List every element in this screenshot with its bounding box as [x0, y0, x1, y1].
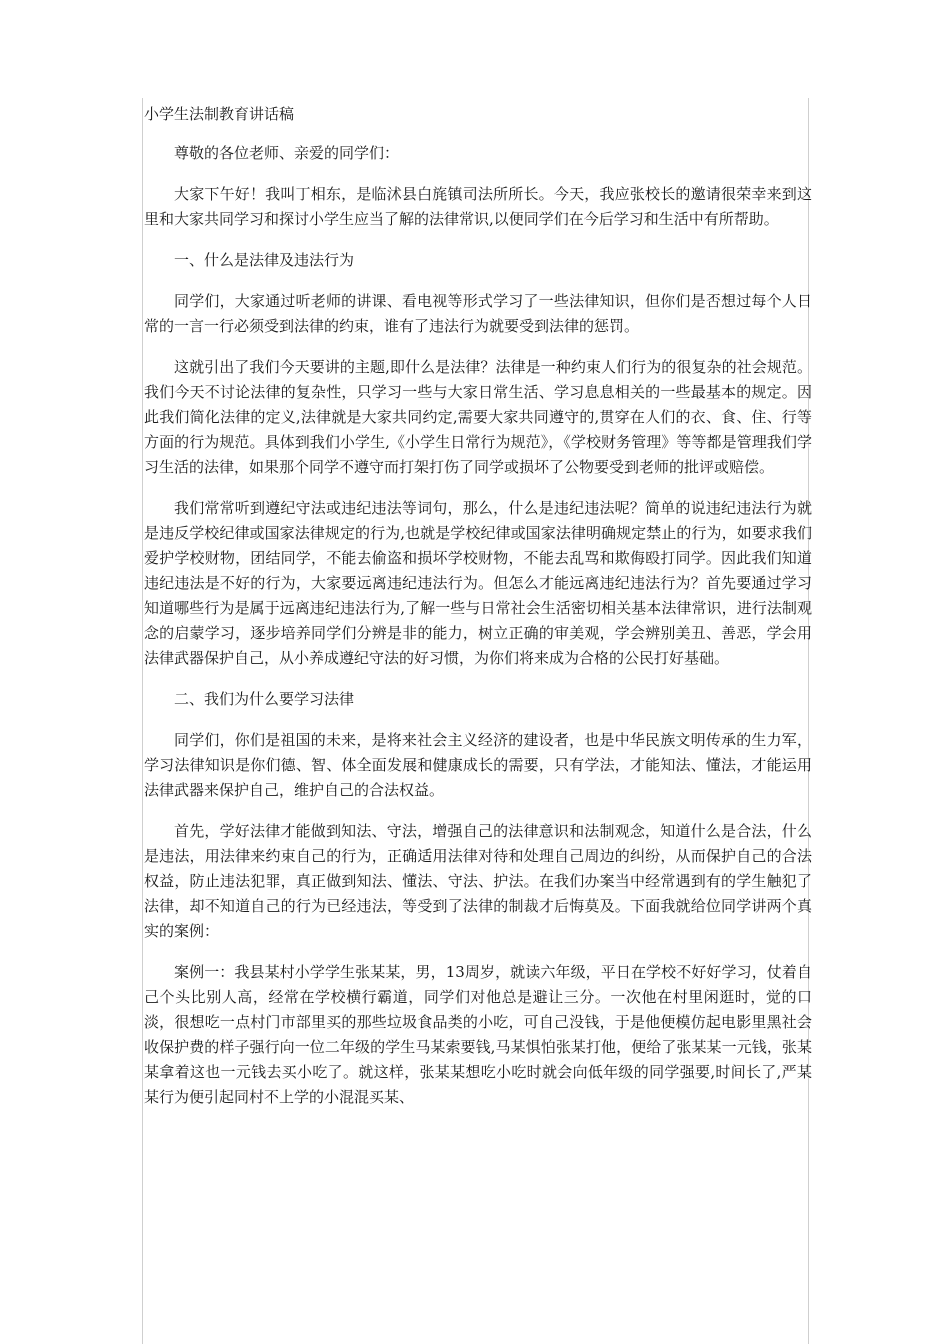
paragraph-case-one: 案例一：我县某村小学学生张某某，男，13周岁，就读六年级，平日在学校不好好学习，仗着自己个头比别人高，经常在学校横行霸道，同学们对他总是避让三分。一次他在村里闲逛时，觉的口淡，很想吃一点村门市部里买的那些垃圾食品类的小吃，可自己没钱，于是他便模仿起电影里黑社会收保护费的样子强行向一位二年级的学生马某索要钱,马某惧怕张某打他，便给了张某某一元钱，张某某拿着这也一元钱去买小吃了。就这样，张某某想吃小吃时就会向低年级的同学强要,时间长了,严某某行为便引起同村不上学的小混混买某、 [144, 963, 812, 1106]
paragraph: 首先，学好法律才能做到知法、守法，增强自己的法律意识和法制观念，知道什么是合法，什么是违法，用法律来约束自己的行为，正确适用法律对待和处理自己周边的纠纷，从而保护自己的合法权益，防止违法犯罪，真正做到知法、懂法、守法、护法。在我们办案当中经常遇到有的学生触犯了法律，却不知道自己的行为已经违法，等受到了法律的制裁才后悔莫及。下面我就给位同学讲两个真实的案例： [144, 822, 812, 940]
paragraph: 同学们，你们是祖国的未来，是将来社会主义经济的建设者，也是中华民族文明传承的生力军，学习法律知识是你们德、智、体全面发展和健康成长的需要，只有学法，才能知法、懂法，才能运用法律武器来保护自己，维护自己的合法权益。 [144, 731, 812, 799]
section-heading-1: 一、什么是法律及违法行为 [174, 251, 355, 269]
section-heading-2: 二、我们为什么要学习法律 [174, 690, 355, 708]
document-body [144, 102, 812, 1126]
salutation: 尊敬的各位老师、亲爱的同学们： [174, 144, 400, 162]
paragraph: 同学们，大家通过听老师的讲课、看电视等形式学习了一些法律知识，但你们是否想过每个人日常的一言一行必须受到法律的约束，谁有了违法行为就要受到法律的惩罚。 [144, 292, 812, 335]
document-title: 小学生法制教育讲话稿 [144, 105, 295, 123]
paragraph: 我们常常听到遵纪守法或违纪违法等词句，那么，什么是违纪违法呢？简单的说违纪违法行为就是违反学校纪律或国家法律规定的行为,也就是学校纪律或国家法律明确规定禁止的行为，如要求我们爱护学校财物，团结同学，不能去偷盗和损坏学校财物，不能去乱骂和欺侮殴打同学。因此我们知道违纪违法是不好的行为，大家要远离违纪违法行为。但怎么才能远离违纪违法行为？首先要通过学习知道哪些行为是属于远离违纪违法行为,了解一些与日常社会生活密切相关基本法律常识，进行法制观念的启蒙学习，逐步培养同学们分辨是非的能力，树立正确的审美观，学会辨别美丑、善恶，学会用法律武器保护自己，从小养成遵纪守法的好习惯，为你们将来成为合格的公民打好基础。 [144, 499, 812, 667]
paragraph-greeting: 大家下午好！我叫丁相东，是临沭县白旄镇司法所所长。今天，我应张校长的邀请很荣幸来到这里和大家共同学习和探讨小学生应当了解的法律常识,以便同学们在今后学习和生活中有所帮助。 [144, 185, 812, 228]
left-margin-rule [142, 98, 143, 1344]
paragraph: 这就引出了我们今天要讲的主题,即什么是法律？法律是一种约束人们行为的很复杂的社会规范。我们今天不讨论法律的复杂性，只学习一些与大家日常生活、学习息息相关的一些最基本的规定。因此我们简化法律的定义,法律就是大家共同约定,需要大家共同遵守的,贯穿在人们的衣、食、住、行等方面的行为规范。具体到我们小学生,《小学生日常行为规范》，《学校财务管理》等等都是管理我们学习生活的法律，如果那个同学不遵守而打架打伤了同学或损坏了公物要受到老师的批评或赔偿。 [144, 358, 812, 476]
